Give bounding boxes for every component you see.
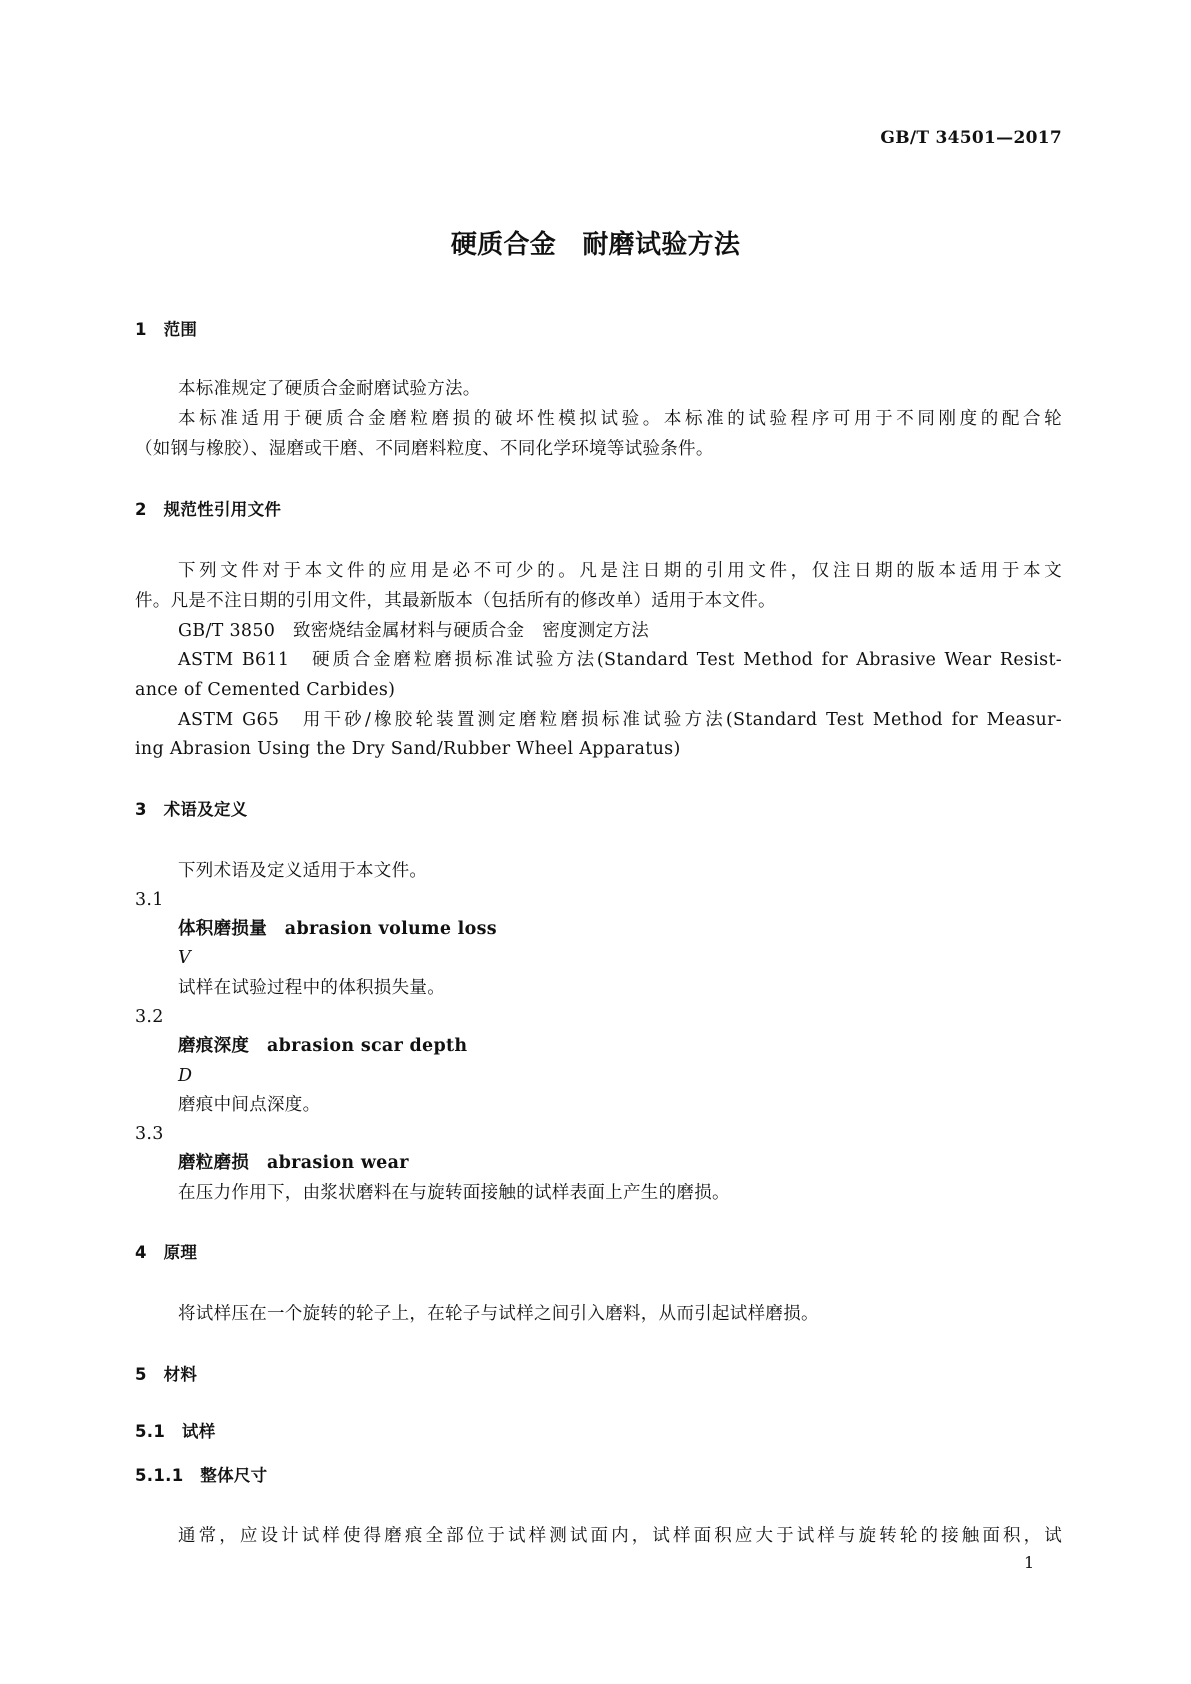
paragraph — [135, 407, 1062, 431]
term-number: 3.2 — [135, 1007, 164, 1027]
page-number: 1 — [1024, 1553, 1035, 1572]
reference-line: ing Abrasion Using the Dry Sand/Rubber Wheel Apparatus) — [135, 739, 681, 759]
reference-item — [135, 708, 1062, 732]
reference-line: ance of Cemented Carbides) — [135, 680, 396, 700]
section-2-heading: 2 规范性引用文件 — [135, 500, 282, 519]
paragraph-line: 下列文件对于本文件的应用是必不可少的。凡是注日期的引用文件，仅注日期的版本适用于本文 — [178, 561, 1062, 581]
term-name: 磨粒磨损 abrasion wear — [178, 1153, 409, 1173]
paragraph — [135, 559, 1062, 583]
section-5-heading: 5 材料 — [135, 1365, 198, 1384]
reference-line: ASTM G65 用干砂/橡胶轮装置测定磨粒磨损标准试验方法(Standard Test Method for Measur- — [178, 710, 1062, 730]
paragraph: 下列术语及定义适用于本文件。 — [178, 861, 428, 881]
subsection-heading: 5.1 试样 — [135, 1422, 216, 1441]
term-name: 体积磨损量 abrasion volume loss — [178, 919, 497, 939]
term-name: 磨痕深度 abrasion scar depth — [178, 1036, 468, 1056]
paragraph-line: 通常，应设计试样使得磨痕全部位于试样测试面内，试样面积应大于试样与旋转轮的接触面积，试 — [178, 1526, 1062, 1546]
reference-line: ASTM B611 硬质合金磨粒磨损标准试验方法(Standard Test Method for Abrasive Wear Resist- — [178, 650, 1062, 670]
document-title: 硬质合金 耐磨试验方法 — [450, 230, 741, 260]
paragraph-line: 件。凡是不注日期的引用文件，其最新版本（包括所有的修改单）适用于本文件。 — [135, 591, 776, 611]
reference-item: GB/T 3850 致密烧结金属材料与硬质合金 密度测定方法 — [178, 621, 650, 641]
reference-item — [135, 648, 1062, 672]
paragraph: 将试样压在一个旋转的轮子上，在轮子与试样之间引入磨料，从而引起试样磨损。 — [178, 1304, 819, 1324]
term-symbol: D — [178, 1066, 193, 1086]
standard-number: GB/T 34501—2017 — [880, 128, 1062, 148]
section-3-heading: 3 术语及定义 — [135, 800, 248, 819]
paragraph-line: 本标准适用于硬质合金磨粒磨损的破坏性模拟试验。本标准的试验程序可用于不同刚度的配合轮 — [178, 409, 1062, 429]
section-1-heading: 1 范围 — [135, 320, 198, 339]
paragraph — [135, 1524, 1062, 1548]
term-definition: 在压力作用下，由浆状磨料在与旋转面接触的试样表面上产生的磨损。 — [178, 1183, 730, 1203]
term-number: 3.1 — [135, 890, 164, 910]
term-number: 3.3 — [135, 1124, 164, 1144]
section-4-heading: 4 原理 — [135, 1243, 198, 1262]
term-definition: 试样在试验过程中的体积损失量。 — [178, 978, 445, 998]
subsubsection-heading: 5.1.1 整体尺寸 — [135, 1466, 268, 1485]
term-symbol: V — [178, 948, 191, 968]
paragraph: 本标准规定了硬质合金耐磨试验方法。 — [178, 379, 481, 399]
term-definition: 磨痕中间点深度。 — [178, 1095, 321, 1115]
paragraph-line: （如钢与橡胶）、湿磨或干磨、不同磨料粒度、不同化学环境等试验条件。 — [135, 439, 714, 459]
